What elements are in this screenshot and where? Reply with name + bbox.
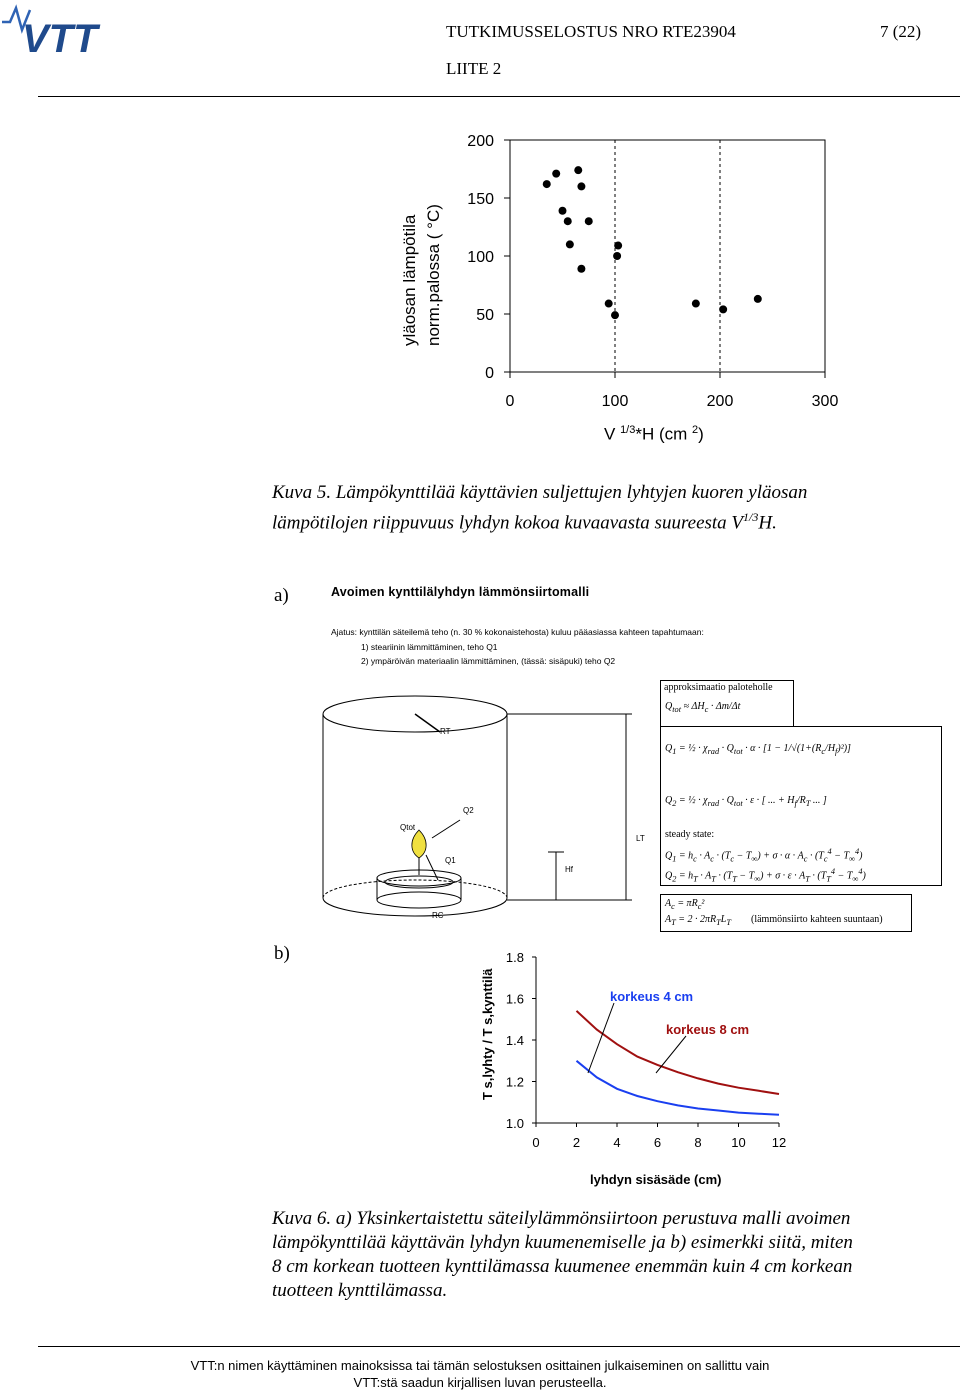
fig5-point-15	[754, 295, 762, 303]
fig6-label-b: b)	[274, 943, 290, 964]
approx-formula: $Q_{tot} \approx \Delta H_c \cdot \Delta m/\Delta t$	[665, 701, 741, 714]
fig5-point-3	[564, 217, 572, 225]
q1-formula: $Q_1$ = ½ · $\chi_{rad} \cdot Q_{tot} \cdot \alpha \cdot [1 - 1/√(1+(R_c/H_f)^2)]$	[665, 743, 851, 756]
fig5-xlabel-sup1: 1/3	[620, 424, 636, 436]
fig6-xtick-label-2: 4	[613, 1135, 621, 1150]
footer-rule	[38, 1346, 960, 1347]
fig5-caption-line1: Kuva 5. Lämpökynttilää käyttävien suljettujen lyhtyjen kuoren yläosan	[272, 482, 808, 503]
page-number: 7 (22)	[880, 22, 922, 41]
fig5-point-10	[611, 311, 619, 319]
fig5-point-9	[605, 300, 613, 308]
fig5-ytick-label-2: 100	[467, 249, 494, 266]
fig6-ylabel: T s,lyhty / T s,kynttilä	[480, 968, 495, 1100]
area-t: $A_T = 2 \cdot 2\pi R_TL_T$	[665, 914, 731, 927]
logo-text: VTT	[22, 17, 98, 60]
fig6-ytick-label-4: 1.8	[505, 950, 524, 965]
cylinder-bottom-back	[323, 880, 507, 898]
fig6-xtick-label-4: 8	[694, 1135, 702, 1150]
model-item1: 1) steariinin lämmittäminen, teho Q1	[361, 642, 498, 652]
q2-formula: $Q_2$ = ½ · $\chi_{rad} \cdot Q_{tot} \cdot \varepsilon$ · [ ... + $H_f/R_T$ ... ]	[665, 795, 827, 808]
fig5-ytick-label-3: 150	[467, 191, 494, 208]
fig6-caption-line4: tuotteen kynttilämassa.	[272, 1280, 448, 1301]
fig5-point-14	[719, 305, 727, 313]
fig5-xtick-label-0: 0	[505, 393, 515, 410]
label-q2: Q2	[463, 806, 474, 815]
footer-line2: VTT:stä saadun kirjallisen luvan perusteella.	[353, 1375, 607, 1390]
lantern-diagram	[320, 690, 660, 930]
q1-steady: $Q_1 = h_c \cdot A_c \cdot (T_c - T_\infty) + \sigma \cdot \alpha \cdot A_c \cdot (T_c^4 - T_\infty^4)$	[665, 847, 863, 864]
fig5-ylabel	[398, 96, 446, 346]
fig5-ytick-label-0: 0	[485, 365, 494, 382]
fig5-point-6	[577, 182, 585, 190]
areas-note: (lämmönsiirto kahteen suuntaan)	[751, 914, 883, 925]
label-hf: Hf	[565, 865, 573, 874]
label-qtot: Qtot	[400, 823, 416, 832]
fig6-chart	[490, 945, 810, 1160]
candle-bottom	[377, 892, 461, 908]
fig5-xlabel	[604, 424, 704, 445]
fig5-xlabel-pre: V	[604, 424, 621, 444]
q2-arrow	[432, 820, 460, 838]
fig5-caption-line2-pre: lämpötilojen riippuvuus lyhdyn kokoa kuvaavasta suureesta V	[272, 512, 744, 534]
model-title: Avoimen kynttilälyhdyn lämmönsiirtomalli	[331, 585, 590, 599]
fig5-chart	[440, 120, 860, 420]
fig5-point-13	[692, 300, 700, 308]
vtt-logo	[0, 0, 140, 60]
fig6-pointer-8cm	[656, 1036, 686, 1073]
fig5-point-0	[543, 180, 551, 188]
fig6-ytick-label-2: 1.4	[505, 1033, 524, 1048]
fig6-xlabel: lyhdyn sisäsäde (cm)	[590, 1172, 722, 1187]
q2-steady: $Q_2 = h_T \cdot A_T \cdot (T_T - T_\infty) + \sigma \cdot \varepsilon \cdot A_T \cdot (T_T^4 - T_\infty^4)$	[665, 867, 866, 884]
fig5-ytick-label-4: 200	[467, 133, 494, 150]
fig5-point-1	[552, 170, 560, 178]
fig5-ylabel-line1: yläosan lämpötila	[400, 214, 419, 346]
label-q1: Q1	[445, 856, 456, 865]
fig5-xlabel-post: )	[698, 424, 704, 444]
fig6-xtick-label-0: 0	[532, 1135, 540, 1150]
fig5-xtick-label-2: 200	[706, 393, 734, 410]
report-number: TUTKIMUSSELOSTUS NRO RTE23904	[446, 22, 736, 41]
fig5-xlabel-mid: *H (cm	[635, 424, 693, 444]
label-lt: LT	[636, 834, 645, 843]
fig5-xtick-label-3: 300	[811, 393, 839, 410]
radius-arrow	[415, 714, 440, 732]
appendix-label: LIITE 2	[446, 59, 502, 78]
fig6-xtick-label-3: 6	[653, 1135, 662, 1150]
fig6-label-a: a)	[274, 585, 289, 606]
fig6-caption-line1: Kuva 6. a) Yksinkertaistettu säteilylämmönsiirtoon perustuva malli avoimen	[272, 1208, 851, 1229]
fig5-ylabel-line2: norm.palossa ( °C)	[424, 204, 443, 346]
fig6-xtick-label-1: 2	[572, 1135, 581, 1150]
cylinder-bottom	[323, 898, 507, 916]
fig6-ytick-label-3: 1.6	[505, 991, 524, 1007]
formula-box-main	[660, 726, 942, 886]
fig5-point-8	[585, 217, 593, 225]
fig5-xtick-label-1: 100	[601, 393, 629, 410]
fig6-ytick-label-1: 1.2	[505, 1074, 524, 1090]
header-rule	[38, 96, 960, 97]
flame-icon	[412, 830, 426, 858]
fig6-label-8cm: korkeus 8 cm	[666, 1022, 750, 1037]
fig6-series-line-0	[577, 1061, 780, 1115]
fig6-ytick-label-0: 1.0	[505, 1116, 524, 1131]
model-idea: Ajatus: kynttilän säteilemä teho (n. 30 % kokonaistehosta) kuluu pääasiassa kahteen tapahtumaan:	[331, 627, 704, 637]
fig6-caption	[272, 1207, 952, 1303]
fig5-point-4	[566, 240, 574, 248]
fig5-caption-line2	[272, 505, 952, 535]
steady-state-label: steady state:	[665, 829, 715, 840]
label-rc: RC	[432, 911, 444, 920]
formula-box-areas	[660, 894, 912, 932]
fig6-caption-line2: lämpökynttilää käyttävän lyhdyn kuumenemiselle ja b) esimerkki siitä, miten	[272, 1232, 853, 1253]
fig5-xlabel-sup2: 2	[692, 424, 699, 436]
fig6-xtick-label-5: 10	[731, 1135, 746, 1150]
label-rt: RT	[440, 727, 451, 736]
fig5-point-7	[577, 265, 585, 273]
formula-box-approx	[660, 680, 794, 728]
fig6-caption-line3: 8 cm korkean tuotteen kynttilämassa kuumenee enemmän kuin 4 cm korkean	[272, 1256, 853, 1277]
fig5-ytick-label-1: 50	[476, 307, 494, 324]
fig5-point-11	[613, 252, 621, 260]
fig5-caption-line2-post: H.	[758, 512, 777, 534]
fig5-point-5	[574, 166, 582, 174]
fig5-caption	[272, 481, 952, 535]
fig5-caption-sup: 1/3	[743, 510, 759, 524]
model-item2: 2) ympäröivän materiaalin lämmittäminen, (tässä: sisäpuki) teho Q2	[361, 656, 616, 666]
fig6-xtick-label-6: 12	[771, 1135, 787, 1150]
fig6-label-4cm: korkeus 4 cm	[610, 989, 694, 1004]
fig5-point-12	[614, 242, 622, 250]
approx-title: approksimaatio paloteholle	[664, 682, 773, 693]
footer-line1: VTT:n nimen käyttäminen mainoksissa tai tämän selostuksen osittainen julkaiseminen on sallittu vain	[190, 1358, 770, 1373]
fig5-point-2	[559, 207, 567, 215]
area-c: $A_c = \pi R_c^2$	[665, 898, 705, 911]
